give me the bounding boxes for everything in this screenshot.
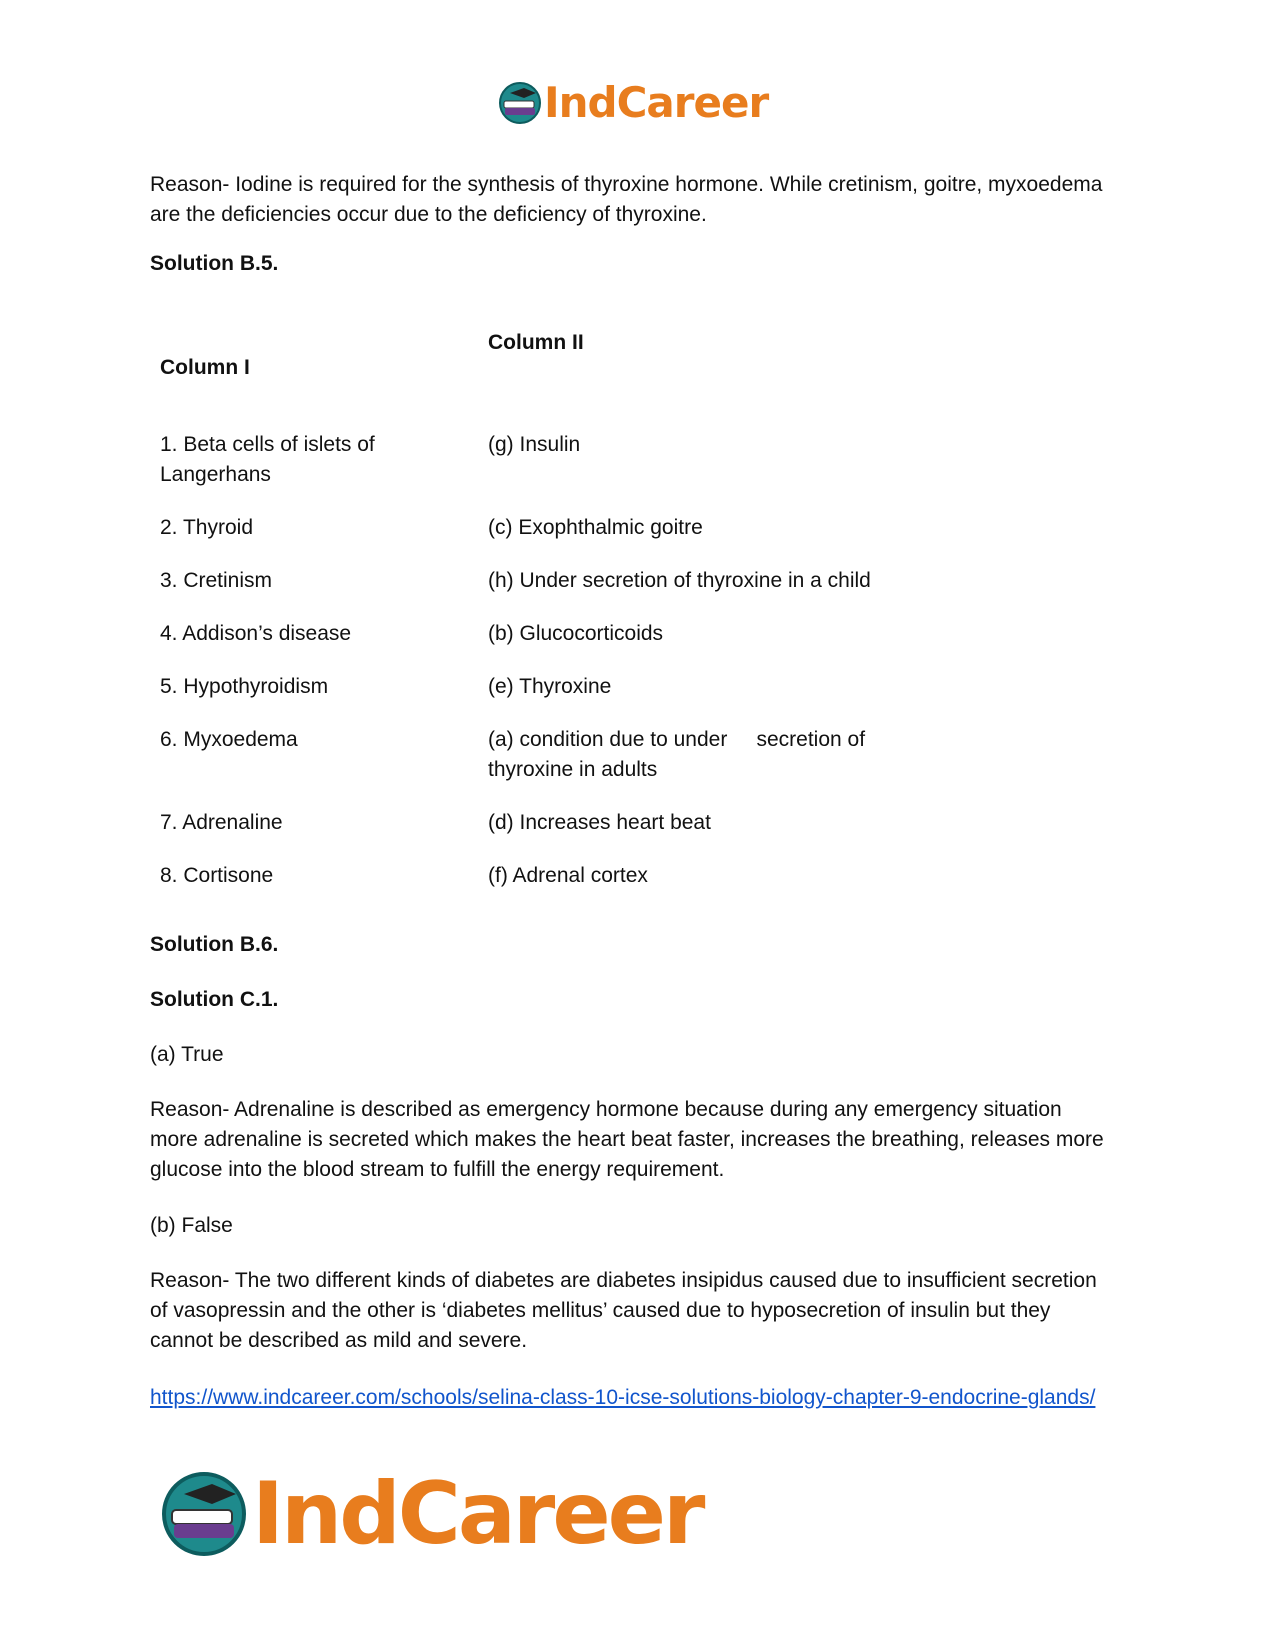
column-i-header: Column I (160, 356, 250, 379)
table-row-3-right: (h) Under secretion of thyroxine in a child (488, 569, 871, 592)
answer-a: (a) True (150, 1043, 224, 1066)
table-row-2-left: 2. Thyroid (160, 516, 253, 539)
globe-books-icon (160, 1470, 248, 1558)
table-row-6-right: (a) condition due to under secretion of thyroxine in adults (488, 728, 871, 781)
brand-name: IndCareer (544, 78, 769, 127)
indcareer-logo-top (498, 78, 768, 128)
solution-c1-heading: Solution C.1. (150, 988, 279, 1011)
table-row-2-right: (c) Exophthalmic goitre (488, 516, 703, 539)
source-link[interactable]: https://www.indcareer.com/schools/selina-class-10-icse-solutions-biology-chapter-9-endocrine-glands/ (150, 1386, 1096, 1409)
brand-name: IndCareer (252, 1464, 703, 1564)
table-row-6-left: 6. Myxoedema (160, 728, 298, 751)
answer-b: (b) False (150, 1214, 233, 1237)
indcareer-logo-bottom (160, 1464, 702, 1564)
solution-b5-heading: Solution B.5. (150, 252, 279, 275)
table-row-4-left: 4. Addison’s disease (160, 622, 352, 645)
column-ii-header: Column II (488, 331, 584, 354)
table-row-5-left: 5. Hypothyroidism (160, 675, 329, 698)
table-row-5-right: (e) Thyroxine (488, 675, 612, 698)
table-row-3-left: 3. Cretinism (160, 569, 273, 592)
table-row-8-left: 8. Cortisone (160, 864, 274, 887)
table-row-1-left: 1. Beta cells of islets of Langerhans (160, 433, 375, 486)
solution-b6-heading: Solution B.6. (150, 933, 279, 956)
table-row-1-right: (g) Insulin (488, 433, 581, 456)
table-row-8-right: (f) Adrenal cortex (488, 864, 648, 887)
reason-paragraph-a: Reason- Adrenaline is described as emergency hormone because during any emergency situation more adrenaline is secreted which makes the heart beat faster, increases the breathing, releases more glucose into the blood stream to fulfill the energy requirement. (150, 1098, 1104, 1181)
table-row-4-right: (b) Glucocorticoids (488, 622, 664, 645)
table-row-7-left: 7. Adrenaline (160, 811, 283, 834)
table-row-7-right: (d) Increases heart beat (488, 811, 711, 834)
reason-paragraph-b: Reason- The two different kinds of diabetes are diabetes insipidus caused due to insufficient secretion of vasopressin and the other is ‘diabetes mellitus’ caused due to hyposecretion of insulin but they cannot be described as mild and severe. (150, 1269, 1097, 1352)
reason-paragraph-b4: Reason- Iodine is required for the synthesis of thyroxine hormone. While cretinism, goitre, myxoedema are the deficiencies occur due to the deficiency of thyroxine. (150, 173, 1103, 226)
globe-books-icon (498, 81, 542, 125)
